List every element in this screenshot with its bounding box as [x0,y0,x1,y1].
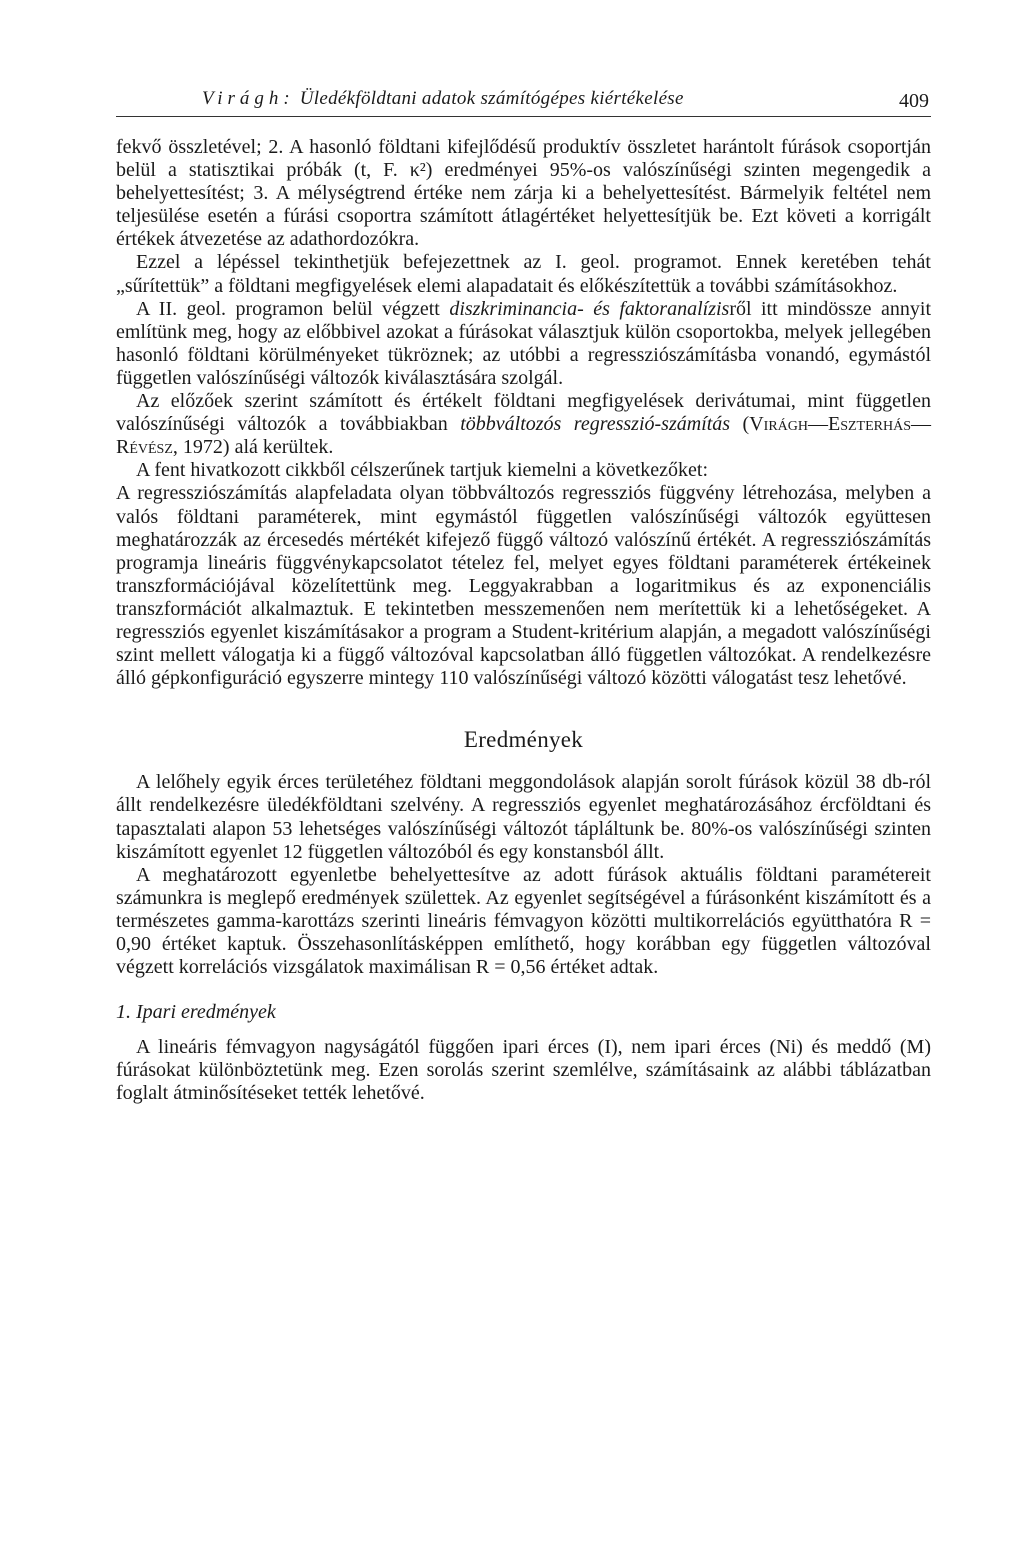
header-title: Üledékföldtani adatok számítógépes kiértékelése [299,88,684,109]
body-text [116,136,931,1106]
paragraph [116,390,931,459]
running-header [116,82,931,117]
citation-authors: Virágh—Eszterhás—Révész [116,413,931,459]
paragraph: A regressziószámítás alapfeladata olyan többváltozós regressziós függvény létrehozása, melyben a valós földtani paraméterek, mint egymástól független valószínűségi változók együttesen meghatározzák az ércesedés mértékét kifejező függő változó valószínű értékét. A regressziószámítás programja lineáris függvénykapcsolatot tételez fel, melyet egyes földtani paraméterek értékeinek transzformációjával közelítettünk meg. Leggyakrabban a logaritmikus és az exponenciális transzformációt alkalmaztuk. E tekintetben messzemenően nem merítettük ki a lehetőségeket. A regressziós egyenlet kiszámításakor a program a Student-kritérium alapján, a megadott valószínűségi szint mellett válogatja ki a függő változóval kapcsolatban álló független változókat. A rendelkezésre álló gépkonfiguráció egyszerre mintegy 110 valószínűségi változó közötti válogatást tesz lehetővé. [116,482,931,690]
paragraph: A lineáris fémvagyon nagyságától függően ipari érces (I), nem ipari érces (Ni) és meddő (M) fúrásokat különböztetünk meg. Ezen sorolás szerint szemlélve, számításaink az alábbi táblázatban foglalt átminősítéseket tették lehetővé. [116,1036,931,1105]
paragraph-text: Az előzőek szerint számított és értékelt földtani megfigyelések derivátumai, mint független valószínűségi változók a továbbiakban [116,390,931,436]
paragraph: A meghatározott egyenletbe behelyettesítve az adott fúrások aktuális földtani paramétereit számunkra is meglepő eredmények születtek. Az egyenlet segítségével a fúrásonként kiszámított és a természetes gamma-karottázs szerinti lineáris fémvagyon közötti multikorrelációs együtthatóra R = 0,90 értéket kaptuk. Összehasonlításképpen említhető, hogy korábban egy független változóval végzett korrelációs vizsgálatok maximálisan R = 0,56 értéket adtak. [116,863,931,979]
running-title [202,88,684,110]
emphasis: diszkriminancia- és faktoranalízis [449,297,730,320]
paragraph-text: A II. geol. programon belül végzett [136,297,450,320]
paragraph: A lelőhely egyik érces területéhez földtani meggondolások alapján sorolt fúrások közül 38 db-ról állt rendelkezésre üledékföldtani szelvény. A regressziós egyenlet meghatározásához ércföldtani és tapasztalati alapon 53 lehetséges valószínűségi változót tápláltunk be. 80%-os valószínűségi szinten kiszámított egyenlet 12 független változóból és egy konstansból állt. [116,771,931,863]
section-heading: Eredmények [463,727,584,753]
paragraph-text: ( [730,413,750,436]
subsection-heading: 1. Ipari eredmények [116,1001,276,1024]
paragraph: fekvő összletével; 2. A hasonló földtani kifejlődésű produktív összletet harántolt fúrások csoportján belül a statisztikai próbák (t, F. κ²) eredményei 95%-os valószínűségi szinten megengedik a behelyettesítést; 3. A mélységtrend értéke nem zárja ki a behelyettesítést. Bármelyik feltétel nem teljesülése esetén a fúrási csoportra számított átlagértéket helyettesítjük be. Ezt követi a korrigált értékek átvezetése az adathordozókra. [116,136,931,251]
paragraph [116,298,931,390]
paragraph: Ezzel a lépéssel tekinthetjük befejezettnek az I. geol. programot. Ennek keretében tehát „sűrítettük” a földtani megfigyelések elemi alapadatait és előkészítettük a további számításokhoz. [116,251,931,297]
emphasis: többváltozós regresszió-számítás [460,413,731,436]
paragraph-text: , 1972) alá kerültek. [172,436,334,459]
paragraph-text: ről itt mindössze annyit említünk meg, hogy az előbbivel azokat a fúrásokat választjuk külön csoportokba, melyek jellegében hasonló földtani körülményeket tükröznek; az utóbbi a regressziószámításba vonandó, egymástól független valószínűségi változók kiválasztására szolgál. [116,297,931,389]
paragraph: A fent hivatkozott cikkből célszerűnek tartjuk kiemelni a következőket: [136,459,709,482]
page-number: 409 [899,90,929,112]
header-author: Virágh: [202,88,295,109]
